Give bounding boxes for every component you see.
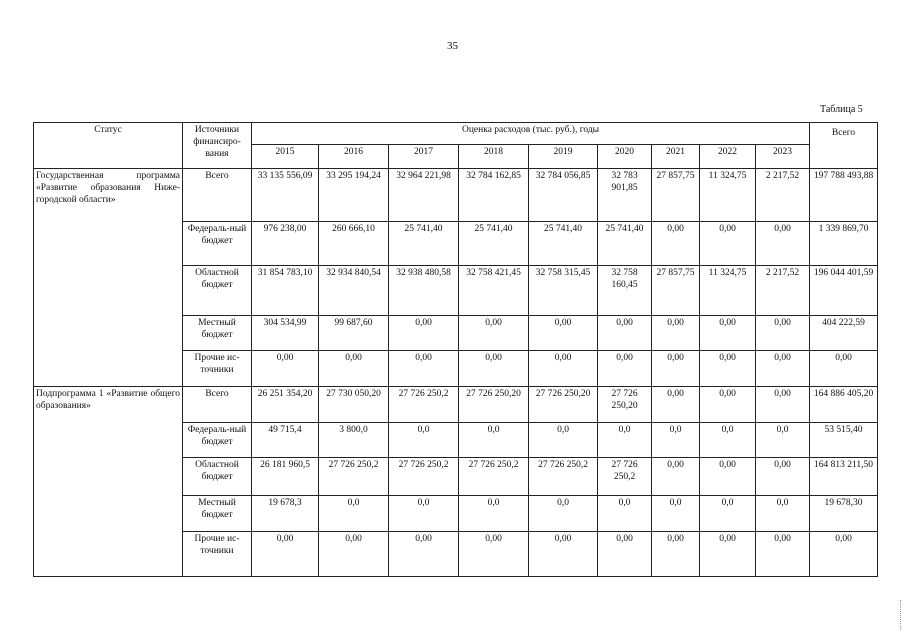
value-cell: 0,0 [598,496,652,532]
value-cell: 25 741,40 [459,222,529,266]
value-cell: 2 217,52 [756,169,810,222]
value-cell: 32 758 421,45 [459,266,529,316]
value-cell: 0,0 [389,496,459,532]
value-cell: 0,00 [652,387,700,423]
source-cell: Областной бюджет [183,458,252,496]
value-cell: 0,00 [700,316,756,351]
value-cell: 11 324,75 [700,266,756,316]
value-cell: 33 295 194,24 [319,169,389,222]
value-cell: 0,00 [529,316,598,351]
value-cell: 0,00 [756,458,810,496]
header-year: 2015 [252,145,319,169]
value-cell: 27 726 250,20 [529,387,598,423]
value-cell: 27 726 250,2 [319,458,389,496]
value-cell: 0,0 [652,423,700,458]
table-caption: Таблица 5 [820,104,863,115]
total-cell: 196 044 401,59 [810,266,878,316]
value-cell: 0,0 [389,423,459,458]
budget-table [33,122,878,577]
value-cell: 49 715,4 [252,423,319,458]
header-year: 2021 [652,145,700,169]
total-cell: 164 886 405,20 [810,387,878,423]
value-cell: 0,0 [319,496,389,532]
header-year: 2023 [756,145,810,169]
scan-edge-mark [899,600,901,630]
header-total: Всего [810,123,878,169]
value-cell: 0,00 [459,532,529,577]
value-cell: 0,0 [700,423,756,458]
value-cell: 32 938 480,58 [389,266,459,316]
header-year: 2017 [389,145,459,169]
page-number: 35 [447,40,458,52]
value-cell: 0,00 [252,532,319,577]
status-cell: Подпрограмма 1 «Развитие общего образования» [34,387,183,577]
value-cell: 19 678,3 [252,496,319,532]
value-cell: 0,00 [319,532,389,577]
value-cell: 27 726 250,2 [459,458,529,496]
total-cell: 197 788 493,88 [810,169,878,222]
value-cell: 0,00 [700,387,756,423]
value-cell: 27 726 250,20 [459,387,529,423]
value-cell: 0,00 [700,351,756,387]
value-cell: 2 217,52 [756,266,810,316]
total-cell: 19 678,30 [810,496,878,532]
value-cell: 0,0 [700,496,756,532]
value-cell: 0,00 [252,351,319,387]
value-cell: 0,00 [652,532,700,577]
source-cell: Федераль-ный бюджет [183,423,252,458]
value-cell: 0,00 [389,532,459,577]
value-cell: 0,00 [529,532,598,577]
value-cell: 0,0 [459,423,529,458]
total-cell: 1 339 869,70 [810,222,878,266]
header-year: 2020 [598,145,652,169]
value-cell: 976 238,00 [252,222,319,266]
value-cell: 0,0 [459,496,529,532]
source-cell: Прочие ис-точники [183,351,252,387]
header-estimate: Оценка расходов (тыс. руб.), годы [252,123,810,145]
value-cell: 32 934 840,54 [319,266,389,316]
status-cell: Государственная программа «Развитие образования Ниже-городской области» [34,169,183,387]
value-cell: 26 181 960,5 [252,458,319,496]
value-cell: 0,00 [652,316,700,351]
value-cell: 0,00 [756,351,810,387]
value-cell: 0,0 [756,496,810,532]
value-cell: 0,00 [652,458,700,496]
value-cell: 0,00 [459,351,529,387]
value-cell: 0,00 [652,222,700,266]
value-cell: 0,00 [529,351,598,387]
value-cell: 31 854 783,10 [252,266,319,316]
value-cell: 27 726 250,2 [389,458,459,496]
value-cell: 27 730 050,20 [319,387,389,423]
value-cell: 0,00 [652,351,700,387]
value-cell: 0,00 [598,316,652,351]
value-cell: 99 687,60 [319,316,389,351]
header-year: 2019 [529,145,598,169]
value-cell: 25 741,40 [529,222,598,266]
header-status: Статус [34,123,183,169]
value-cell: 27 726 250,20 [598,387,652,423]
value-cell: 32 758 315,45 [529,266,598,316]
value-cell: 0,0 [652,496,700,532]
value-cell: 26 251 354,20 [252,387,319,423]
source-cell: Всего [183,169,252,222]
table-row [34,169,878,222]
value-cell: 0,00 [389,316,459,351]
total-cell: 404 222,59 [810,316,878,351]
value-cell: 32 964 221,98 [389,169,459,222]
value-cell: 32 784 162,85 [459,169,529,222]
value-cell: 27 857,75 [652,169,700,222]
value-cell: 27 726 250,2 [389,387,459,423]
value-cell: 0,00 [756,532,810,577]
value-cell: 0,00 [700,458,756,496]
value-cell: 0,00 [459,316,529,351]
value-cell: 0,00 [756,222,810,266]
value-cell: 0,00 [389,351,459,387]
total-cell: 164 813 211,50 [810,458,878,496]
value-cell: 25 741,40 [598,222,652,266]
value-cell: 27 857,75 [652,266,700,316]
value-cell: 11 324,75 [700,169,756,222]
total-cell: 53 515,40 [810,423,878,458]
value-cell: 0,00 [700,532,756,577]
total-cell: 0,00 [810,351,878,387]
header-year: 2016 [319,145,389,169]
table-row [34,387,878,423]
value-cell: 27 726 250,2 [529,458,598,496]
source-cell: Местный бюджет [183,496,252,532]
header-year: 2022 [700,145,756,169]
value-cell: 32 758 160,45 [598,266,652,316]
value-cell: 0,00 [700,222,756,266]
value-cell: 27 726 250,2 [598,458,652,496]
source-cell: Прочие ис-точники [183,532,252,577]
header-year: 2018 [459,145,529,169]
value-cell: 0,0 [756,423,810,458]
value-cell: 0,0 [529,423,598,458]
value-cell: 260 666,10 [319,222,389,266]
value-cell: 32 784 056,85 [529,169,598,222]
value-cell: 0,00 [598,351,652,387]
value-cell: 0,00 [598,532,652,577]
value-cell: 0,00 [756,387,810,423]
source-cell: Областной бюджет [183,266,252,316]
value-cell: 304 534,99 [252,316,319,351]
value-cell: 0,0 [598,423,652,458]
value-cell: 32 783 901,85 [598,169,652,222]
source-cell: Местный бюджет [183,316,252,351]
value-cell: 25 741,40 [389,222,459,266]
value-cell: 0,00 [756,316,810,351]
source-cell: Федераль-ный бюджет [183,222,252,266]
value-cell: 33 135 556,09 [252,169,319,222]
value-cell: 3 800,0 [319,423,389,458]
value-cell: 0,00 [319,351,389,387]
total-cell: 0,00 [810,532,878,577]
source-cell: Всего [183,387,252,423]
header-source: Источники финансиро-вания [183,123,252,169]
value-cell: 0,0 [529,496,598,532]
